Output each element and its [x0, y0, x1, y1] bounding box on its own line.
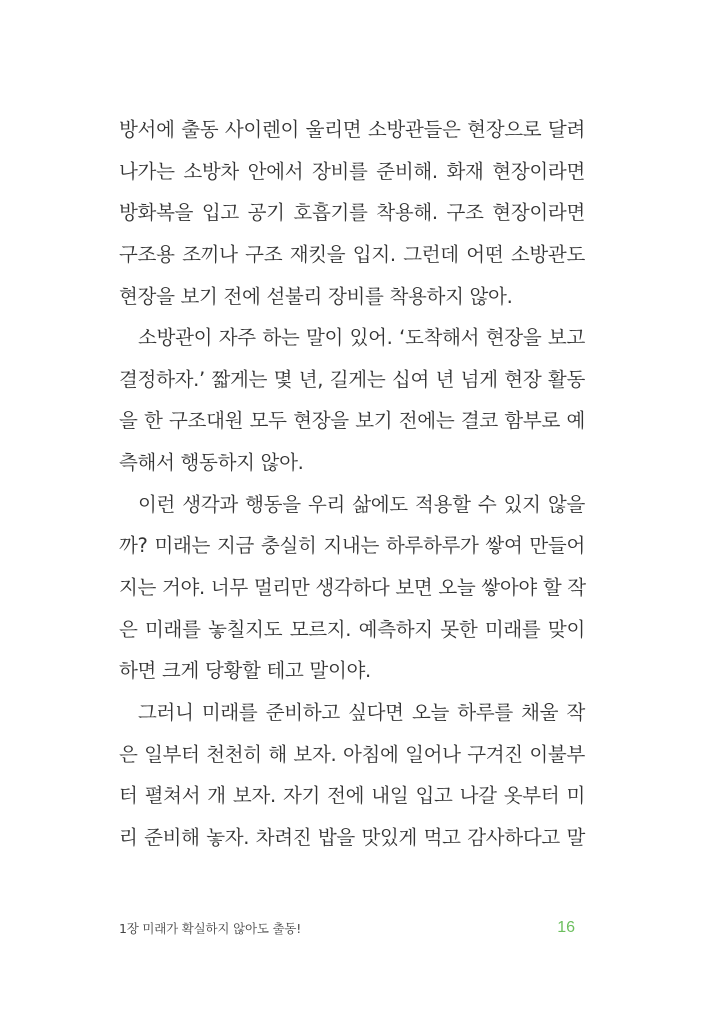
page-footer — [119, 916, 575, 940]
text-line: 터 펼쳐서 개 보자. 자기 전에 내일 입고 나갈 옷부터 미 — [119, 784, 585, 808]
text-line: 을 한 구조대원 모두 현장을 보기 전에는 결코 함부로 예 — [119, 409, 585, 433]
text-line: 소방관이 자주 하는 말이 있어. ‘도착해서 현장을 보고 — [138, 326, 585, 350]
text-line: 이런 생각과 행동을 우리 삶에도 적용할 수 있지 않을 — [138, 492, 585, 516]
text-line: 측해서 행동하지 않아. — [119, 451, 304, 475]
text-line: 은 미래를 놓칠지도 모르지. 예측하지 못한 미래를 맞이 — [119, 617, 585, 641]
text-line: 결정하자.’ 짧게는 몇 년, 길게는 십여 년 넘게 현장 활동 — [119, 367, 585, 391]
text-line: 현장을 보기 전에 섣불리 장비를 착용하지 않아. — [119, 284, 513, 308]
body-text — [119, 109, 585, 859]
chapter-title: 1장 미래가 확실하지 않아도 출동! — [119, 921, 302, 936]
page-number: 16 — [557, 919, 575, 936]
text-line: 나가는 소방차 안에서 장비를 준비해. 화재 현장이라면 — [119, 159, 585, 183]
text-line: 까? 미래는 지금 충실히 지내는 하루하루가 쌓여 만들어 — [119, 534, 585, 558]
text-line: 은 일부터 천천히 해 보자. 아침에 일어나 구겨진 이불부 — [119, 742, 585, 766]
text-line: 방서에 출동 사이렌이 울리면 소방관들은 현장으로 달려 — [119, 118, 585, 141]
text-line: 구조용 조끼나 구조 재킷을 입지. 그런데 어떤 소방관도 — [119, 242, 585, 266]
text-line: 그러니 미래를 준비하고 싶다면 오늘 하루를 채울 작 — [138, 700, 585, 724]
text-line: 지는 거야. 너무 멀리만 생각하다 보면 오늘 쌓아야 할 작 — [119, 576, 586, 600]
text-line: 하면 크게 당황할 테고 말이야. — [119, 659, 371, 683]
text-line: 리 준비해 놓자. 차려진 밥을 맛있게 먹고 감사하다고 말 — [119, 825, 585, 849]
text-line: 방화복을 입고 공기 호흡기를 착용해. 구조 현장이라면 — [119, 201, 585, 225]
